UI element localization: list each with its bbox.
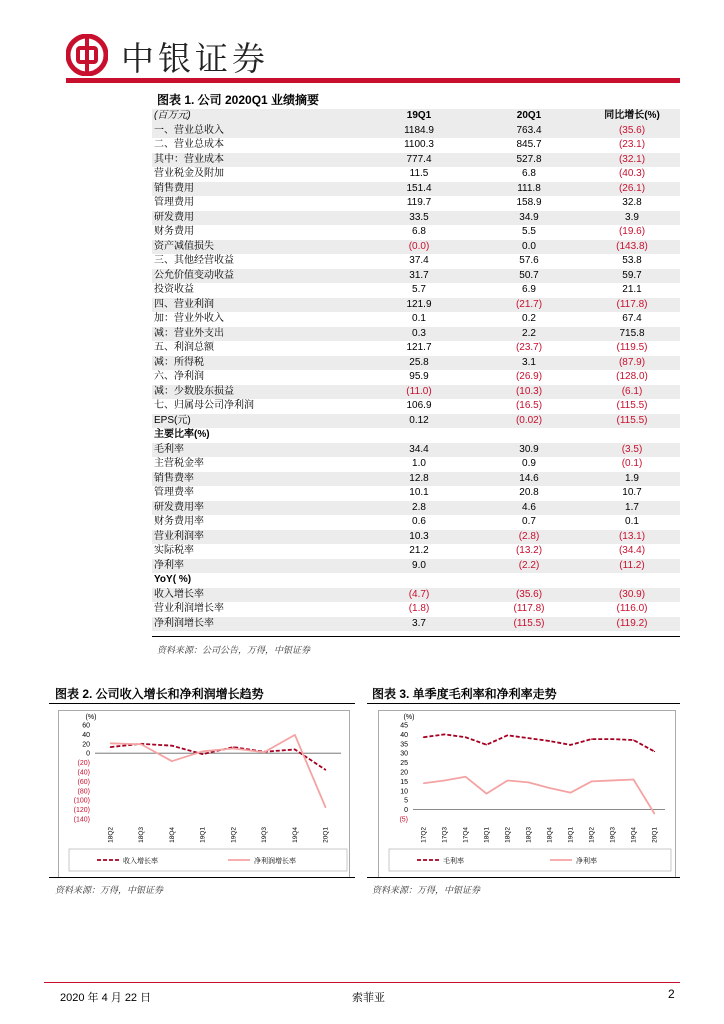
table-cell: 11.5 xyxy=(409,168,429,179)
table-cell: 1.0 xyxy=(412,458,426,469)
table-cell: (11.0) xyxy=(364,385,474,400)
table-cell: 37.4 xyxy=(409,255,429,266)
table-cell: 31.7 xyxy=(364,269,474,284)
table-cell: 50.7 xyxy=(474,269,584,284)
table-cell: 3.9 xyxy=(584,211,680,226)
table-cell: (21.7) xyxy=(474,298,584,313)
table-cell: 14.6 xyxy=(474,472,584,487)
chart2-source: 资料来源：万得，中银证券 xyxy=(55,885,164,895)
column-header: 19Q1 xyxy=(364,109,474,124)
table-cell: 6.8 xyxy=(522,168,536,179)
table-cell: (0.0) xyxy=(364,240,474,255)
table-cell: 6.8 xyxy=(412,226,426,237)
table-cell: 0.1 xyxy=(412,313,426,324)
data-point xyxy=(325,769,326,770)
table-row xyxy=(152,588,680,603)
table-row xyxy=(152,530,680,545)
row-label: 收入增长率 xyxy=(152,588,364,603)
table-header-row xyxy=(152,109,680,124)
y-tick-label: 60 xyxy=(82,722,90,730)
row-label: 实际税率 xyxy=(154,545,194,556)
table-cell: 21.2 xyxy=(409,545,429,556)
data-point xyxy=(325,807,326,808)
table-cell: 10.7 xyxy=(622,487,642,498)
table-cell: (2.2) xyxy=(474,559,584,574)
table-cell: 111.8 xyxy=(474,182,584,197)
table-cell: 10.1 xyxy=(409,487,429,498)
table-row xyxy=(152,370,680,385)
x-tick-label: 19Q2 xyxy=(230,827,238,843)
y-tick-label: 0 xyxy=(86,750,90,758)
table-row xyxy=(152,457,680,472)
series-line xyxy=(110,744,325,770)
table-cell: 2.2 xyxy=(474,327,584,342)
chart2-bottom-rule xyxy=(49,877,355,878)
table-cell: 9.0 xyxy=(364,559,474,574)
table-cell: 151.4 xyxy=(364,182,474,197)
data-point xyxy=(233,746,234,747)
x-tick-label: 19Q3 xyxy=(609,827,617,843)
table-cell: (11.2) xyxy=(584,559,680,574)
row-label: 二、营业总成本 xyxy=(154,139,224,150)
table-cell: (16.5) xyxy=(515,400,543,411)
x-tick-label: 20Q1 xyxy=(322,827,330,843)
table-cell: 5.5 xyxy=(522,226,536,237)
financial-summary-table xyxy=(152,109,680,631)
data-point xyxy=(612,780,613,781)
data-point xyxy=(507,735,508,736)
series-line xyxy=(424,734,655,751)
row-label: 减：营业外支出 xyxy=(152,327,364,342)
table-cell: 1.9 xyxy=(584,472,680,487)
data-point xyxy=(654,813,655,814)
table-row xyxy=(152,283,680,298)
data-point xyxy=(423,737,424,738)
table-cell: 3.1 xyxy=(474,356,584,371)
table-cell: (2.8) xyxy=(474,530,584,545)
table-row xyxy=(152,124,680,139)
row-label: 主要比率(%) xyxy=(154,429,210,440)
y-tick-label: 40 xyxy=(82,731,90,739)
column-header: 同比增长(%) xyxy=(584,109,680,124)
table-cell: (87.9) xyxy=(584,356,680,371)
table-cell: 119.7 xyxy=(406,197,432,208)
y-tick-label: 10 xyxy=(400,788,408,796)
x-tick-label: 18Q1 xyxy=(483,827,491,843)
table-row xyxy=(152,399,680,414)
table-row xyxy=(152,385,680,400)
y-tick-label: 0 xyxy=(404,807,408,815)
brand-name: 中银证券 xyxy=(121,39,269,78)
row-label: 其中：营业成本 xyxy=(152,153,364,168)
data-point xyxy=(233,748,234,749)
table-row xyxy=(152,559,680,574)
table-cell: 0.6 xyxy=(412,516,426,527)
x-tick-label: 18Q4 xyxy=(168,827,176,843)
table-row xyxy=(152,617,680,632)
y-tick-label: (120) xyxy=(73,807,90,815)
row-label: 财务费用 xyxy=(154,226,194,237)
table-cell: 845.7 xyxy=(516,139,542,150)
table-cell: (4.7) xyxy=(364,588,474,603)
header-rule xyxy=(66,78,680,83)
table-row xyxy=(152,254,680,269)
x-tick-label: 17Q4 xyxy=(462,827,470,843)
data-point xyxy=(444,780,445,781)
table-cell: 21.1 xyxy=(622,284,642,295)
x-tick-label: 18Q3 xyxy=(138,827,146,843)
table-cell: 20.8 xyxy=(519,487,539,498)
data-point xyxy=(528,738,529,739)
row-label: 营业税金及附加 xyxy=(154,168,224,179)
table-row xyxy=(152,544,680,559)
table-row xyxy=(152,167,680,182)
bank-of-china-logo-icon xyxy=(66,34,108,76)
x-tick-label: 18Q4 xyxy=(546,827,554,843)
table-cell: (128.0) xyxy=(616,371,648,382)
table-cell: (115.5) xyxy=(584,414,680,429)
y-tick-label: 25 xyxy=(400,760,408,768)
table-cell: (119.5) xyxy=(616,342,648,353)
row-label: 管理费率 xyxy=(154,487,194,498)
table1-title: 图表 1. 公司 2020Q1 业绩摘要 xyxy=(157,93,320,107)
table-cell: (3.5) xyxy=(584,443,680,458)
table-cell: (143.8) xyxy=(584,240,680,255)
table-cell: 527.8 xyxy=(474,153,584,168)
data-point xyxy=(654,751,655,752)
table-cell: 95.9 xyxy=(409,371,429,382)
data-point xyxy=(444,734,445,735)
chart2-frame xyxy=(58,710,350,878)
table-cell: 0.0 xyxy=(474,240,584,255)
table-cell: (115.5) xyxy=(474,617,584,632)
data-point xyxy=(570,744,571,745)
y-tick-label: 35 xyxy=(400,741,408,749)
table-row xyxy=(152,414,680,429)
table-cell xyxy=(364,573,474,588)
table-cell: 0.12 xyxy=(364,414,474,429)
legend-label: 净利润增长率 xyxy=(254,858,296,865)
table-cell: 53.8 xyxy=(622,255,642,266)
table-row xyxy=(152,327,680,342)
y-tick-label: 40 xyxy=(400,731,408,739)
table-row xyxy=(152,138,680,153)
table-cell: 5.7 xyxy=(412,284,426,295)
table-cell: 4.6 xyxy=(474,501,584,516)
table-cell: (117.8) xyxy=(513,603,545,614)
row-label: 毛利率 xyxy=(152,443,364,458)
table-cell: (0.02) xyxy=(474,414,584,429)
table-row xyxy=(152,428,680,443)
row-label: 投资收益 xyxy=(154,284,194,295)
table-cell: 0.9 xyxy=(522,458,536,469)
data-point xyxy=(507,780,508,781)
row-label: 净利率 xyxy=(152,559,364,574)
table-cell: (13.1) xyxy=(584,530,680,545)
table-row xyxy=(152,153,680,168)
row-label: 销售费率 xyxy=(152,472,364,487)
table-cell: 30.9 xyxy=(474,443,584,458)
x-tick-label: 19Q1 xyxy=(567,827,575,843)
table-cell: 0.3 xyxy=(364,327,474,342)
table-cell: (32.1) xyxy=(584,153,680,168)
table-cell: (23.1) xyxy=(618,139,646,150)
row-label: 研发费用 xyxy=(152,211,364,226)
y-tick-label: 30 xyxy=(400,750,408,758)
table-cell: 59.7 xyxy=(584,269,680,284)
legend-label: 毛利率 xyxy=(443,858,464,865)
legend-label: 收入增长率 xyxy=(123,858,158,865)
series-line xyxy=(110,735,325,808)
data-point xyxy=(423,783,424,784)
chart3-top-rule xyxy=(367,703,680,704)
y-tick-label: 45 xyxy=(400,722,408,730)
x-tick-label: 20Q1 xyxy=(651,827,659,843)
data-point xyxy=(549,787,550,788)
row-label: 六、净利润 xyxy=(154,371,204,382)
data-point xyxy=(141,744,142,745)
row-label: 净利润增长率 xyxy=(152,617,364,632)
table-cell: (19.6) xyxy=(618,226,646,237)
table-row xyxy=(152,182,680,197)
table-cell xyxy=(474,573,584,588)
table-cell: 0.1 xyxy=(625,516,639,527)
data-point xyxy=(591,739,592,740)
data-point xyxy=(294,749,295,750)
table-cell: 715.8 xyxy=(584,327,680,342)
table-cell: 106.9 xyxy=(406,400,432,411)
row-label: 减：少数股东损益 xyxy=(152,385,364,400)
table-row xyxy=(152,240,680,255)
data-point xyxy=(171,761,172,762)
footer-rule xyxy=(44,982,680,983)
x-tick-label: 18Q2 xyxy=(504,827,512,843)
x-tick-label: 19Q2 xyxy=(588,827,596,843)
table-cell: 12.8 xyxy=(364,472,474,487)
table-cell: (10.3) xyxy=(474,385,584,400)
y-tick-label: 15 xyxy=(400,778,408,786)
data-point xyxy=(465,737,466,738)
row-label: 研发费用率 xyxy=(152,501,364,516)
table1-body xyxy=(152,124,680,632)
table-cell: 121.9 xyxy=(364,298,474,313)
y-tick-label: (100) xyxy=(73,797,90,805)
axis-unit-label: (%) xyxy=(403,714,415,721)
table-cell: (116.0) xyxy=(616,603,648,614)
table-cell: (35.6) xyxy=(584,124,680,139)
table-cell: (26.1) xyxy=(584,182,680,197)
footer-company: 索菲亚 xyxy=(352,992,385,1004)
row-label: YoY( %) xyxy=(154,574,192,585)
data-point xyxy=(570,792,571,793)
table-cell: 34.9 xyxy=(474,211,584,226)
chart2-svg xyxy=(59,711,349,877)
table-row xyxy=(152,443,680,458)
row-label: 主营税金率 xyxy=(154,458,204,469)
table-cell: 10.3 xyxy=(364,530,474,545)
row-label: EPS(元) xyxy=(152,414,364,429)
row-label: 一、营业总收入 xyxy=(152,124,364,139)
y-tick-label: (60) xyxy=(77,778,90,786)
table-cell xyxy=(364,428,474,443)
row-label: 加：营业外收入 xyxy=(154,313,224,324)
table-row xyxy=(152,225,680,240)
table-cell: (1.8) xyxy=(408,603,430,614)
table-cell: 763.4 xyxy=(474,124,584,139)
table-cell: 1100.3 xyxy=(404,139,434,150)
table-row xyxy=(152,312,680,327)
x-tick-label: 18Q2 xyxy=(107,827,115,843)
table-cell: 57.6 xyxy=(519,255,539,266)
y-tick-label: 20 xyxy=(82,741,90,749)
table-cell: 777.4 xyxy=(364,153,474,168)
table-row xyxy=(152,356,680,371)
table-row xyxy=(152,211,680,226)
row-label: 公允价值变动收益 xyxy=(152,269,364,284)
y-tick-label: 5 xyxy=(404,797,408,805)
table-row xyxy=(152,501,680,516)
data-point xyxy=(528,782,529,783)
table-row xyxy=(152,341,680,356)
x-tick-label: 19Q4 xyxy=(291,827,299,843)
table-cell: 1184.9 xyxy=(364,124,474,139)
chart3-title: 图表 3. 单季度毛利率和净利率走势 xyxy=(372,687,557,701)
chart2-top-rule xyxy=(49,703,355,704)
data-point xyxy=(202,754,203,755)
row-label: 三、其他经营收益 xyxy=(154,255,234,266)
table-cell: 25.8 xyxy=(364,356,474,371)
table-cell: (115.5) xyxy=(616,400,648,411)
table-row xyxy=(152,472,680,487)
table-row xyxy=(152,486,680,501)
y-tick-label: (20) xyxy=(77,760,90,768)
table-row xyxy=(152,573,680,588)
y-tick-label: 20 xyxy=(400,769,408,777)
footer-date: 2020 年 4 月 22 日 xyxy=(60,992,152,1004)
table-cell: (26.9) xyxy=(515,371,543,382)
data-point xyxy=(110,746,111,747)
row-label: 营业利润率 xyxy=(152,530,364,545)
x-tick-label: 19Q1 xyxy=(199,827,207,843)
table-cell: (117.8) xyxy=(584,298,680,313)
y-tick-label: (5) xyxy=(399,816,408,824)
row-label: 资产减值损失 xyxy=(152,240,364,255)
chart3-source: 资料来源：万得，中银证券 xyxy=(372,885,481,895)
data-point xyxy=(171,745,172,746)
page-number: 2 xyxy=(668,987,675,1001)
data-point xyxy=(486,744,487,745)
column-header: (百万元) xyxy=(152,109,364,124)
series-line xyxy=(424,777,655,814)
table-cell: 33.5 xyxy=(364,211,474,226)
table-cell xyxy=(584,428,680,443)
row-label: 财务费用率 xyxy=(154,516,204,527)
data-point xyxy=(202,751,203,752)
table-cell: (119.2) xyxy=(584,617,680,632)
table-cell: 2.8 xyxy=(364,501,474,516)
data-point xyxy=(633,739,634,740)
table-cell: (23.7) xyxy=(515,342,543,353)
data-point xyxy=(264,752,265,753)
y-tick-label: (80) xyxy=(77,788,90,796)
table1-bottom-rule xyxy=(152,636,680,637)
table-cell: 34.4 xyxy=(364,443,474,458)
table-row xyxy=(152,602,680,617)
data-point xyxy=(591,781,592,782)
column-header: 20Q1 xyxy=(474,109,584,124)
table1-source: 资料来源：公司公告，万得，中银证券 xyxy=(157,645,311,655)
table-cell: 1.7 xyxy=(584,501,680,516)
row-label: 营业利润增长率 xyxy=(154,603,224,614)
chart3-svg xyxy=(379,711,675,877)
row-label: 四、营业利润 xyxy=(152,298,364,313)
data-point xyxy=(633,779,634,780)
table-cell: 158.9 xyxy=(516,197,542,208)
data-point xyxy=(486,793,487,794)
table-cell: (30.9) xyxy=(584,588,680,603)
table-row xyxy=(152,298,680,313)
table-cell: (40.3) xyxy=(618,168,646,179)
table-cell: 0.7 xyxy=(522,516,536,527)
table-cell: (35.6) xyxy=(474,588,584,603)
table-row xyxy=(152,269,680,284)
data-point xyxy=(110,743,111,744)
row-label: 销售费用 xyxy=(152,182,364,197)
y-tick-label: (140) xyxy=(73,816,90,824)
table-cell: (0.1) xyxy=(621,458,643,469)
table-row xyxy=(152,196,680,211)
table-cell: 0.2 xyxy=(522,313,536,324)
table-cell: (13.2) xyxy=(515,545,543,556)
table-cell: 67.4 xyxy=(622,313,642,324)
x-tick-label: 19Q4 xyxy=(630,827,638,843)
row-label: 五、利润总额 xyxy=(154,342,214,353)
legend-label: 净利率 xyxy=(576,858,597,865)
table-cell xyxy=(584,573,680,588)
x-tick-label: 18Q3 xyxy=(525,827,533,843)
row-label: 七、归属母公司净利润 xyxy=(154,400,254,411)
y-tick-label: (40) xyxy=(77,769,90,777)
axis-unit-label: (%) xyxy=(85,714,97,721)
table-cell: 121.7 xyxy=(406,342,432,353)
data-point xyxy=(612,739,613,740)
data-point xyxy=(294,734,295,735)
table-cell: 32.8 xyxy=(622,197,642,208)
x-tick-label: 19Q3 xyxy=(261,827,269,843)
table-cell xyxy=(474,428,584,443)
data-point xyxy=(549,740,550,741)
table-cell: (6.1) xyxy=(584,385,680,400)
row-label: 管理费用 xyxy=(154,197,194,208)
chart3-bottom-rule xyxy=(367,877,680,878)
x-tick-label: 17Q3 xyxy=(441,827,449,843)
table-cell: 6.9 xyxy=(522,284,536,295)
chart2-title: 图表 2. 公司收入增长和净利润增长趋势 xyxy=(55,687,264,701)
chart3-frame xyxy=(378,710,676,878)
table-cell: 3.7 xyxy=(364,617,474,632)
table-row xyxy=(152,515,680,530)
row-label: 减：所得税 xyxy=(152,356,364,371)
table-cell: (34.4) xyxy=(618,545,646,556)
data-point xyxy=(465,776,466,777)
x-tick-label: 17Q2 xyxy=(420,827,428,843)
